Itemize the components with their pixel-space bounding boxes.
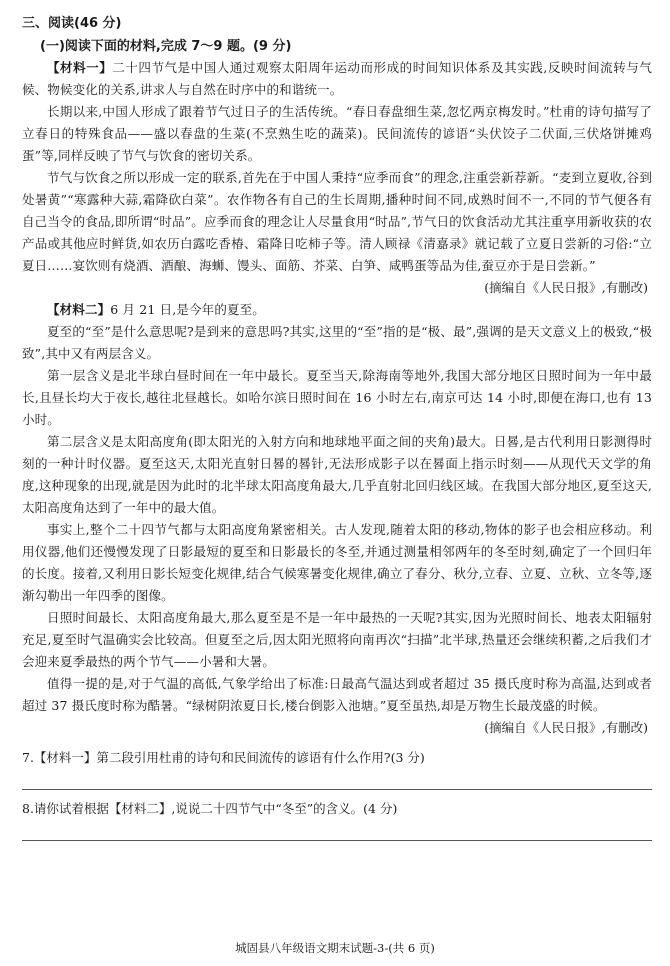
section-title: 三、阅读(46 分) [22, 16, 122, 31]
material1-paragraph: 【材料一】二十四节气是中国人通过观察太阳周年运动而形成的时间知识体系及其实践,反映时间流转与气候、物候变化的关系,讲求人与自然在时序中的和谐统一。 [22, 60, 652, 97]
material1-paragraph: 节气与饮食之所以形成一定的联系,首先在于中国人秉持“应季而食”的理念,注重尝新荐新。“麦到立夏收,谷到处暑黄”“寒露种大蒜,霜降砍白菜”。农作物各有自己的生长周期,播种时间不同,成熟时间不一,不同的节气便各有自己当令的食品,即所谓“时品”。应季而食的理念让人尽量食用“时品”,节气日的饮食活动尤其注重享用新收获的农产品或其他应时鲜货,如农历白露吃香椿、霜降日吃柿子等。清人顾禄《清嘉录》就记载了立夏日尝新的习俗:“立夏日……宴饮则有烧酒、酒酿、海蛳、馒头、面筋、芥菜、白笋、咸鸭蛋等品为佳,蚕豆亦于是日尝新。” [22, 170, 652, 273]
material2-paragraph: 第二层含义是太阳高度角(即太阳光的入射方向和地球地平面之间的夹角)最大。日晷,是古代利用日影测得时刻的一种计时仪器。夏至这天,太阳光直射日晷的晷针,无法形成影子以在晷面上指示时刻——从现代天文学的角度,这种现象的出现,就是因为此时的北半球太阳高度角最大,几乎直射北回归线区域。在我国大部分地区,夏至这天,太阳高度角达到了一年中的最大值。 [22, 434, 652, 515]
answer-line[interactable] [22, 820, 652, 841]
material1-paragraph: 长期以来,中国人形成了跟着节气过日子的生活传统。“春日春盘细生菜,忽忆两京梅发时。”杜甫的诗句描写了立春日的特殊食品——盛以春盘的生菜(不烹熟生吃的蔬菜)。民间流传的谚语“头伏饺子二伏面,三伏烙饼摊鸡蛋”等,同样反映了节气与饮食的密切关系。 [22, 104, 652, 163]
page-footer: 城固县八年级语文期末试题-3-(共 6 页) [235, 941, 435, 955]
material2-paragraph: 日照时间最长、太阳高度角最大,那么夏至是不是一年中最热的一天呢?其实,因为光照时间长、地表太阳辐射充足,夏至时气温确实会比较高。但夏至之后,因太阳光照将向南再次“扫描”北半球,热量还会继续积蓄,之后我们才会迎来夏季最热的两个节气——小暑和大暑。 [22, 610, 652, 669]
question-8: 8.请你试着根据【材料二】,说说二十四节气中“冬至”的含义。(4 分) [22, 801, 398, 816]
material1-source: (摘编自《人民日报》,有删改) [484, 280, 648, 295]
material1-label: 【材料一】 [47, 60, 113, 75]
question-7: 7.【材料一】第二段引用杜甫的诗句和民间流传的谚语有什么作用?(3 分) [22, 750, 425, 765]
material2-paragraph: 第一层含义是北半球白昼时间在一年中最长。夏至当天,除海南等地外,我国大部分地区日照时间为一年中最长,且昼长均大于夜长,越往北昼越长。如哈尔滨日照时间在 16 小时左右,南京可达 14 小时,即便在海口,也有 13 小时。 [22, 368, 652, 427]
material2-paragraph: 夏至的“至”是什么意思呢?是到来的意思吗?其实,这里的“至”指的是“极、最”,强调的是天文意义上的极致,“极致”,其中又有两层含义。 [22, 324, 652, 361]
part-title: (一)阅读下面的材料,完成 7～9 题。(9 分) [40, 39, 292, 54]
material2-source: (摘编自《人民日报》,有删改) [484, 720, 648, 735]
material2-paragraph: 【材料二】6 月 21 日,是今年的夏至。 [47, 302, 265, 317]
material2-paragraph: 值得一提的是,对于气温的高低,气象学给出了标准:日最高气温达到或者超过 35 摄氏度时称为高温,达到或者超过 37 摄氏度时称为酷暑。“绿树阴浓夏日长,楼台倒影入池塘。”夏至虽热,却是万物生长最茂盛的时候。 [22, 676, 652, 713]
material2-paragraph: 事实上,整个二十四节气都与太阳高度角紧密相关。古人发现,随着太阳的移动,物体的影子也会相应移动。利用仪器,他们还慢慢发现了日影最短的夏至和日影最长的冬至,并通过测量相邻两年的冬至时刻,确定了一个回归年的长度。接着,又利用日影长短变化规律,结合气候寒暑变化规律,确立了春分、秋分,立春、立夏、立秋、立冬等,逐渐勾勒出一年四季的图像。 [22, 522, 652, 603]
answer-line[interactable] [22, 769, 652, 790]
material2-label: 【材料二】 [47, 302, 111, 317]
